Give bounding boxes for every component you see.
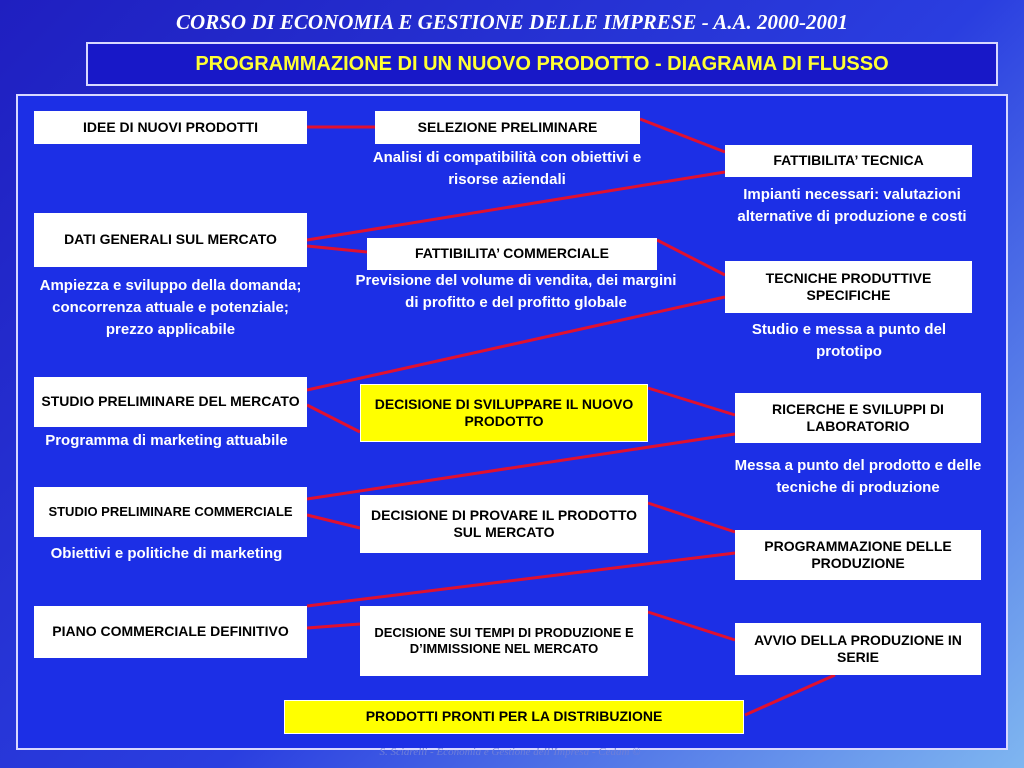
node-label: RICERCHE E SVILUPPI DI LABORATORIO — [772, 400, 944, 434]
node-piano-commerciale — [34, 606, 307, 658]
connector-studio-commerciale-decisione-provare — [307, 515, 360, 528]
connector-programmazione-piano — [307, 553, 735, 606]
footer-credit: S. Sciarelli - Economia e Gestione dell’Impresa - Cedam © — [379, 746, 641, 758]
node-programmazione-produzione — [735, 530, 981, 580]
desc-dati-generali: Ampiezza e sviluppo della domanda; concorrenza attuale e potenziale; prezzo applicabile — [39, 277, 302, 338]
node-idee-nuovi-prodotti — [34, 111, 307, 144]
node-label: PROGRAMMAZIONE DELLE PRODUZIONE — [764, 537, 952, 571]
node-label: IDEE DI NUOVI PRODOTTI — [82, 118, 258, 135]
node-dati-generali-mercato — [34, 213, 307, 267]
node-studio-preliminare-mercato — [34, 377, 307, 427]
node-label: PIANO COMMERCIALE DEFINITIVO — [52, 623, 289, 640]
desc-ricerche: Messa a punto del prodotto e delle tecniche di produzione — [734, 457, 982, 496]
node-label: DECISIONE SUI TEMPI DI PRODUZIONE E D’IMMISSIONE NEL MERCATO — [374, 624, 634, 656]
desc-selezione: Analisi di compatibilità con obiettivi e risorse aziendali — [372, 149, 642, 188]
course-title: CORSO DI ECONOMIA E GESTIONE DELLE IMPRESE - A.A. 2000-2001 — [176, 10, 848, 34]
node-label: PRODOTTI PRONTI PER LA DISTRIBUZIONE — [365, 708, 663, 725]
node-label: TECNICHE PRODUTTIVE SPECIFICHE — [765, 269, 932, 303]
node-ricerche-sviluppi — [735, 393, 981, 443]
node-selezione-preliminare — [375, 111, 640, 144]
node-avvio-produzione — [735, 623, 981, 675]
desc-fatt-tecnica: Impianti necessari: valutazioni alternative di produzione e costi — [737, 186, 967, 225]
node-label: FATTIBILITA’ COMMERCIALE — [415, 245, 609, 262]
node-decisione-tempi — [360, 606, 648, 676]
connector-decisione-provare-programmazione — [648, 503, 735, 532]
node-label: DECISIONE DI PROVARE IL PRODOTTO SUL MERCATO — [370, 506, 638, 540]
connector-avvio-prodotti-pronti — [745, 675, 835, 715]
node-label: STUDIO PRELIMINARE COMMERCIALE — [48, 503, 293, 519]
node-fattibilita-commerciale — [367, 238, 657, 270]
connector-piano-decisione-tempi — [307, 624, 360, 628]
connector-dati-generali-fatt-commerciale — [307, 246, 367, 252]
desc-studio-commerciale: Obiettivi e politiche di marketing — [50, 545, 283, 562]
connector-studio-mercato-decisione-sviluppare — [307, 405, 360, 432]
node-label: DATI GENERALI SUL MERCATO — [64, 231, 277, 248]
connector-decisione-sviluppare-ricerche — [648, 388, 735, 415]
node-fattibilita-tecnica — [725, 145, 972, 177]
node-label: SELEZIONE PRELIMINARE — [417, 118, 598, 135]
desc-studio-mercato: Programma di marketing attuabile — [45, 432, 288, 449]
node-label: DECISIONE DI SVILUPPARE IL NUOVO PRODOTTO — [374, 395, 634, 429]
connector-decisione-tempi-avvio — [648, 612, 735, 640]
diagram-title-text: PROGRAMMAZIONE DI UN NUOVO PRODOTTO - DIAGRAMA DI FLUSSO — [195, 52, 889, 75]
node-decisione-provare — [360, 495, 648, 553]
node-label: STUDIO PRELIMINARE DEL MERCATO — [41, 393, 300, 410]
connector-ricerche-studio-commerciale — [307, 434, 735, 499]
desc-tecniche: Studio e messa a punto del prototipo — [751, 321, 947, 360]
desc-fatt-commerciale: Previsione del volume di vendita, dei margini di profitto e del profitto globale — [355, 272, 677, 311]
node-decisione-sviluppare — [360, 384, 648, 442]
node-label: AVVIO DELLA PRODUZIONE IN SERIE — [754, 631, 962, 665]
node-label: FATTIBILITA’ TECNICA — [773, 152, 924, 169]
node-prodotti-pronti — [284, 700, 744, 734]
node-studio-preliminare-commerciale — [34, 487, 307, 537]
node-tecniche-produttive — [725, 261, 972, 313]
connector-selezione-fatt-tecnica — [640, 119, 725, 152]
